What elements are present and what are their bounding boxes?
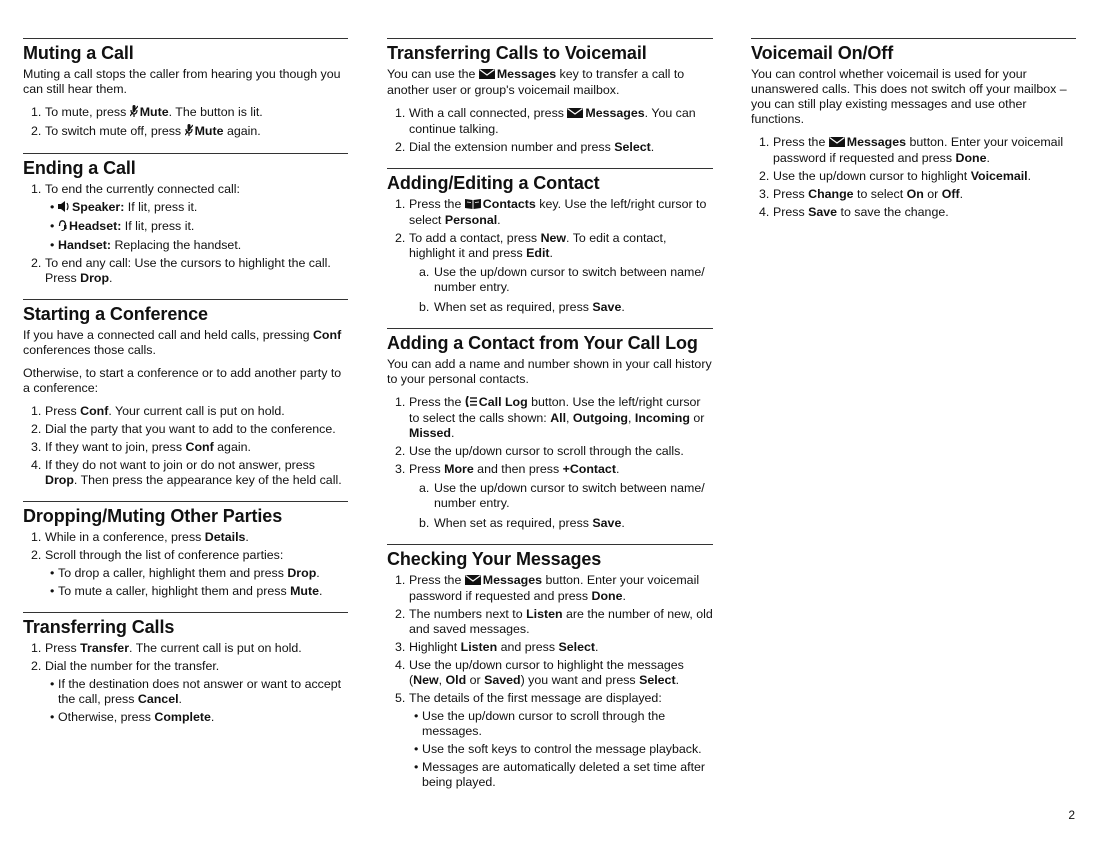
- list-item: 2. Dial the party that you want to add to the conference.: [31, 422, 336, 436]
- paragraph: Otherwise, to start a conference or to add another party to a conference:: [23, 366, 342, 395]
- envelope-icon: [479, 68, 495, 83]
- list-item: 1. Press the Call Log button. Use the left/right cursor to select the calls shown: All, Outgoing, Incoming or Missed.: [395, 395, 705, 440]
- paragraph: You can add a name and number shown in your call history to your personal contacts.: [387, 357, 712, 386]
- section-transferring: [23, 612, 348, 725]
- bullet-item: • Use the soft keys to control the message playback.: [414, 742, 702, 756]
- steps-list: [387, 197, 713, 315]
- section-title: Checking Your Messages: [387, 549, 602, 569]
- bullet-item: • Handset: Replacing the handset.: [50, 238, 242, 252]
- sub-step: b. When set as required, press Save.: [419, 516, 625, 530]
- list-item: 4. Press Save to save the change.: [759, 205, 949, 219]
- list-item: 2. Scroll through the list of conference parties: • To drop a caller, highlight them and press Drop. • To mute a caller, highlight them and press Mute.: [23, 548, 348, 599]
- section-title: Transferring Calls to Voicemail: [387, 43, 647, 63]
- list-item: 1. Press the Messages button. Enter your voicemail password if requested and press Done.: [759, 135, 1064, 165]
- bullet-item: • Headset: If lit, press it.: [50, 219, 195, 233]
- section-title: Ending a Call: [23, 158, 136, 178]
- mute-icon: [185, 124, 193, 140]
- speaker-icon: [58, 201, 70, 216]
- list-item: 2. Use the up/down cursor to highlight Voicemail.: [759, 169, 1032, 183]
- envelope-icon: [567, 107, 583, 122]
- section-title: Dropping/Muting Other Parties: [23, 506, 283, 526]
- contacts-book-icon: [465, 198, 481, 213]
- sub-steps-list: [409, 481, 713, 531]
- steps-list: [23, 404, 348, 488]
- list-item: 4. Use the up/down cursor to highlight the messages (New, Old or Saved) you want and press Select.: [395, 658, 684, 687]
- list-item: 3. If they want to join, press Conf again.: [31, 440, 251, 454]
- section-vm-onoff: [751, 38, 1076, 220]
- section-title: Starting a Conference: [23, 304, 208, 324]
- steps-list: [23, 530, 348, 599]
- bullet-item: • Otherwise, press Complete.: [50, 710, 215, 724]
- list-item: 1. To end the currently connected call: • Speaker: If lit, press it. • Headset: If lit, press it. • Handset: Replacing the handset.: [23, 182, 348, 253]
- paragraph: You can control whether voicemail is used for your unanswered calls. This does not switch off your mailbox – you can still play existing messages and use other functions.: [751, 67, 1067, 126]
- steps-list: [23, 105, 348, 140]
- list-item: 1. Press Conf. Your current call is put on hold.: [31, 404, 285, 418]
- section-ending: [23, 153, 348, 286]
- steps-list: [23, 641, 348, 725]
- list-item: 1. Press Transfer. The current call is put on hold.: [31, 641, 302, 655]
- steps-list: [387, 395, 713, 531]
- bullet-item: • To drop a caller, highlight them and press Drop.: [50, 566, 320, 580]
- section-dropping: [23, 501, 348, 599]
- list-item: 3. Press Change to select On or Off.: [759, 187, 964, 201]
- section-title: Voicemail On/Off: [751, 43, 894, 63]
- bullet-item: • Messages are automatically deleted a set time after being played.: [414, 760, 706, 789]
- section-title: Muting a Call: [23, 43, 134, 63]
- section-muting: [23, 38, 348, 140]
- steps-list: [387, 573, 713, 790]
- sub-step: a. Use the up/down cursor to switch between name/ number entry.: [419, 265, 705, 294]
- section-title: Adding a Contact from Your Call Log: [387, 333, 698, 353]
- list-item: 2. Dial the extension number and press Select.: [395, 140, 655, 154]
- list-item: 2. To switch mute off, press Mute again.: [31, 124, 261, 138]
- list-item: 2. Dial the number for the transfer. • If the destination does not answer or want to accept the call, press Cancel. • Otherwise, press Complete.: [23, 659, 348, 725]
- steps-list: [387, 106, 713, 155]
- section-vm-transfer: [387, 38, 713, 155]
- call-log-icon: [465, 396, 477, 411]
- bullet-list: [45, 200, 348, 253]
- section-title: Adding/Editing a Contact: [387, 173, 600, 193]
- bullet-item: • If the destination does not answer or want to accept the call, press Cancel.: [50, 677, 342, 706]
- list-item: 1. With a call connected, press Messages. You can continue talking.: [395, 106, 696, 136]
- list-item: 2. Use the up/down cursor to scroll through the calls.: [395, 444, 684, 458]
- list-item: 2. To end any call: Use the cursors to highlight the call. Press Drop.: [31, 256, 331, 285]
- envelope-icon: [465, 574, 481, 589]
- mute-icon: [130, 105, 138, 121]
- bullet-list: [45, 677, 348, 725]
- section-messages: [387, 544, 713, 790]
- list-item: 5. The details of the first message are displayed: • Use the up/down cursor to scroll through the messages. • Use the soft keys to control the message playback. • Messages are automatically deleted a set time after being played.: [387, 691, 713, 790]
- list-item: 2. To add a contact, press New. To edit a contact, highlight it and press Edit. a. Use the up/down cursor to switch between name/ number entry. b. When set as required, press Save.: [387, 231, 713, 315]
- steps-list: [23, 182, 348, 286]
- bullet-list: [409, 709, 713, 790]
- list-item: 1. To mute, press Mute. The button is lit.: [31, 105, 263, 119]
- list-item: 1. Press the Contacts key. Use the left/right cursor to select Personal.: [395, 197, 707, 227]
- list-item: 1. Press the Messages button. Enter your voicemail password if requested and press Done.: [395, 573, 700, 603]
- paragraph: You can use the Messages key to transfer a call to another user or group's voicemail mailbox.: [387, 67, 685, 97]
- list-item: 2. The numbers next to Listen are the number of new, old and saved messages.: [395, 607, 713, 636]
- list-item: 4. If they do not want to join or do not answer, press Drop. Then press the appearance key of the held call.: [31, 458, 342, 487]
- list-item: 1. While in a conference, press Details.: [31, 530, 249, 544]
- section-contact: [387, 168, 713, 315]
- sub-step: b. When set as required, press Save.: [419, 300, 625, 314]
- sub-steps-list: [409, 265, 713, 315]
- section-title: Transferring Calls: [23, 617, 175, 637]
- section-calllog: [387, 328, 713, 531]
- page-number: 2: [1068, 808, 1075, 822]
- bullet-list: [45, 566, 348, 599]
- bullet-item: • Use the up/down cursor to scroll through the messages.: [414, 709, 666, 738]
- list-item: 3. Press More and then press +Contact. a. Use the up/down cursor to switch between name/ number entry. b. When set as required, press Save.: [387, 462, 713, 531]
- section-conference: [23, 299, 348, 488]
- steps-list: [751, 135, 1076, 220]
- envelope-icon: [829, 136, 845, 151]
- sub-step: a. Use the up/down cursor to switch between name/ number entry.: [419, 481, 705, 510]
- column-3: [751, 38, 1076, 233]
- list-item: 3. Highlight Listen and press Select.: [395, 640, 599, 654]
- column-2: [387, 38, 713, 803]
- paragraph: If you have a connected call and held calls, pressing Conf conferences those calls.: [23, 328, 342, 357]
- bullet-item: • Speaker: If lit, press it.: [50, 200, 198, 214]
- column-1: [23, 38, 348, 738]
- bullet-item: • To mute a caller, highlight them and press Mute.: [50, 584, 323, 598]
- headset-icon: [58, 220, 67, 235]
- paragraph: Muting a call stops the caller from hearing you though you can still hear them.: [23, 67, 341, 96]
